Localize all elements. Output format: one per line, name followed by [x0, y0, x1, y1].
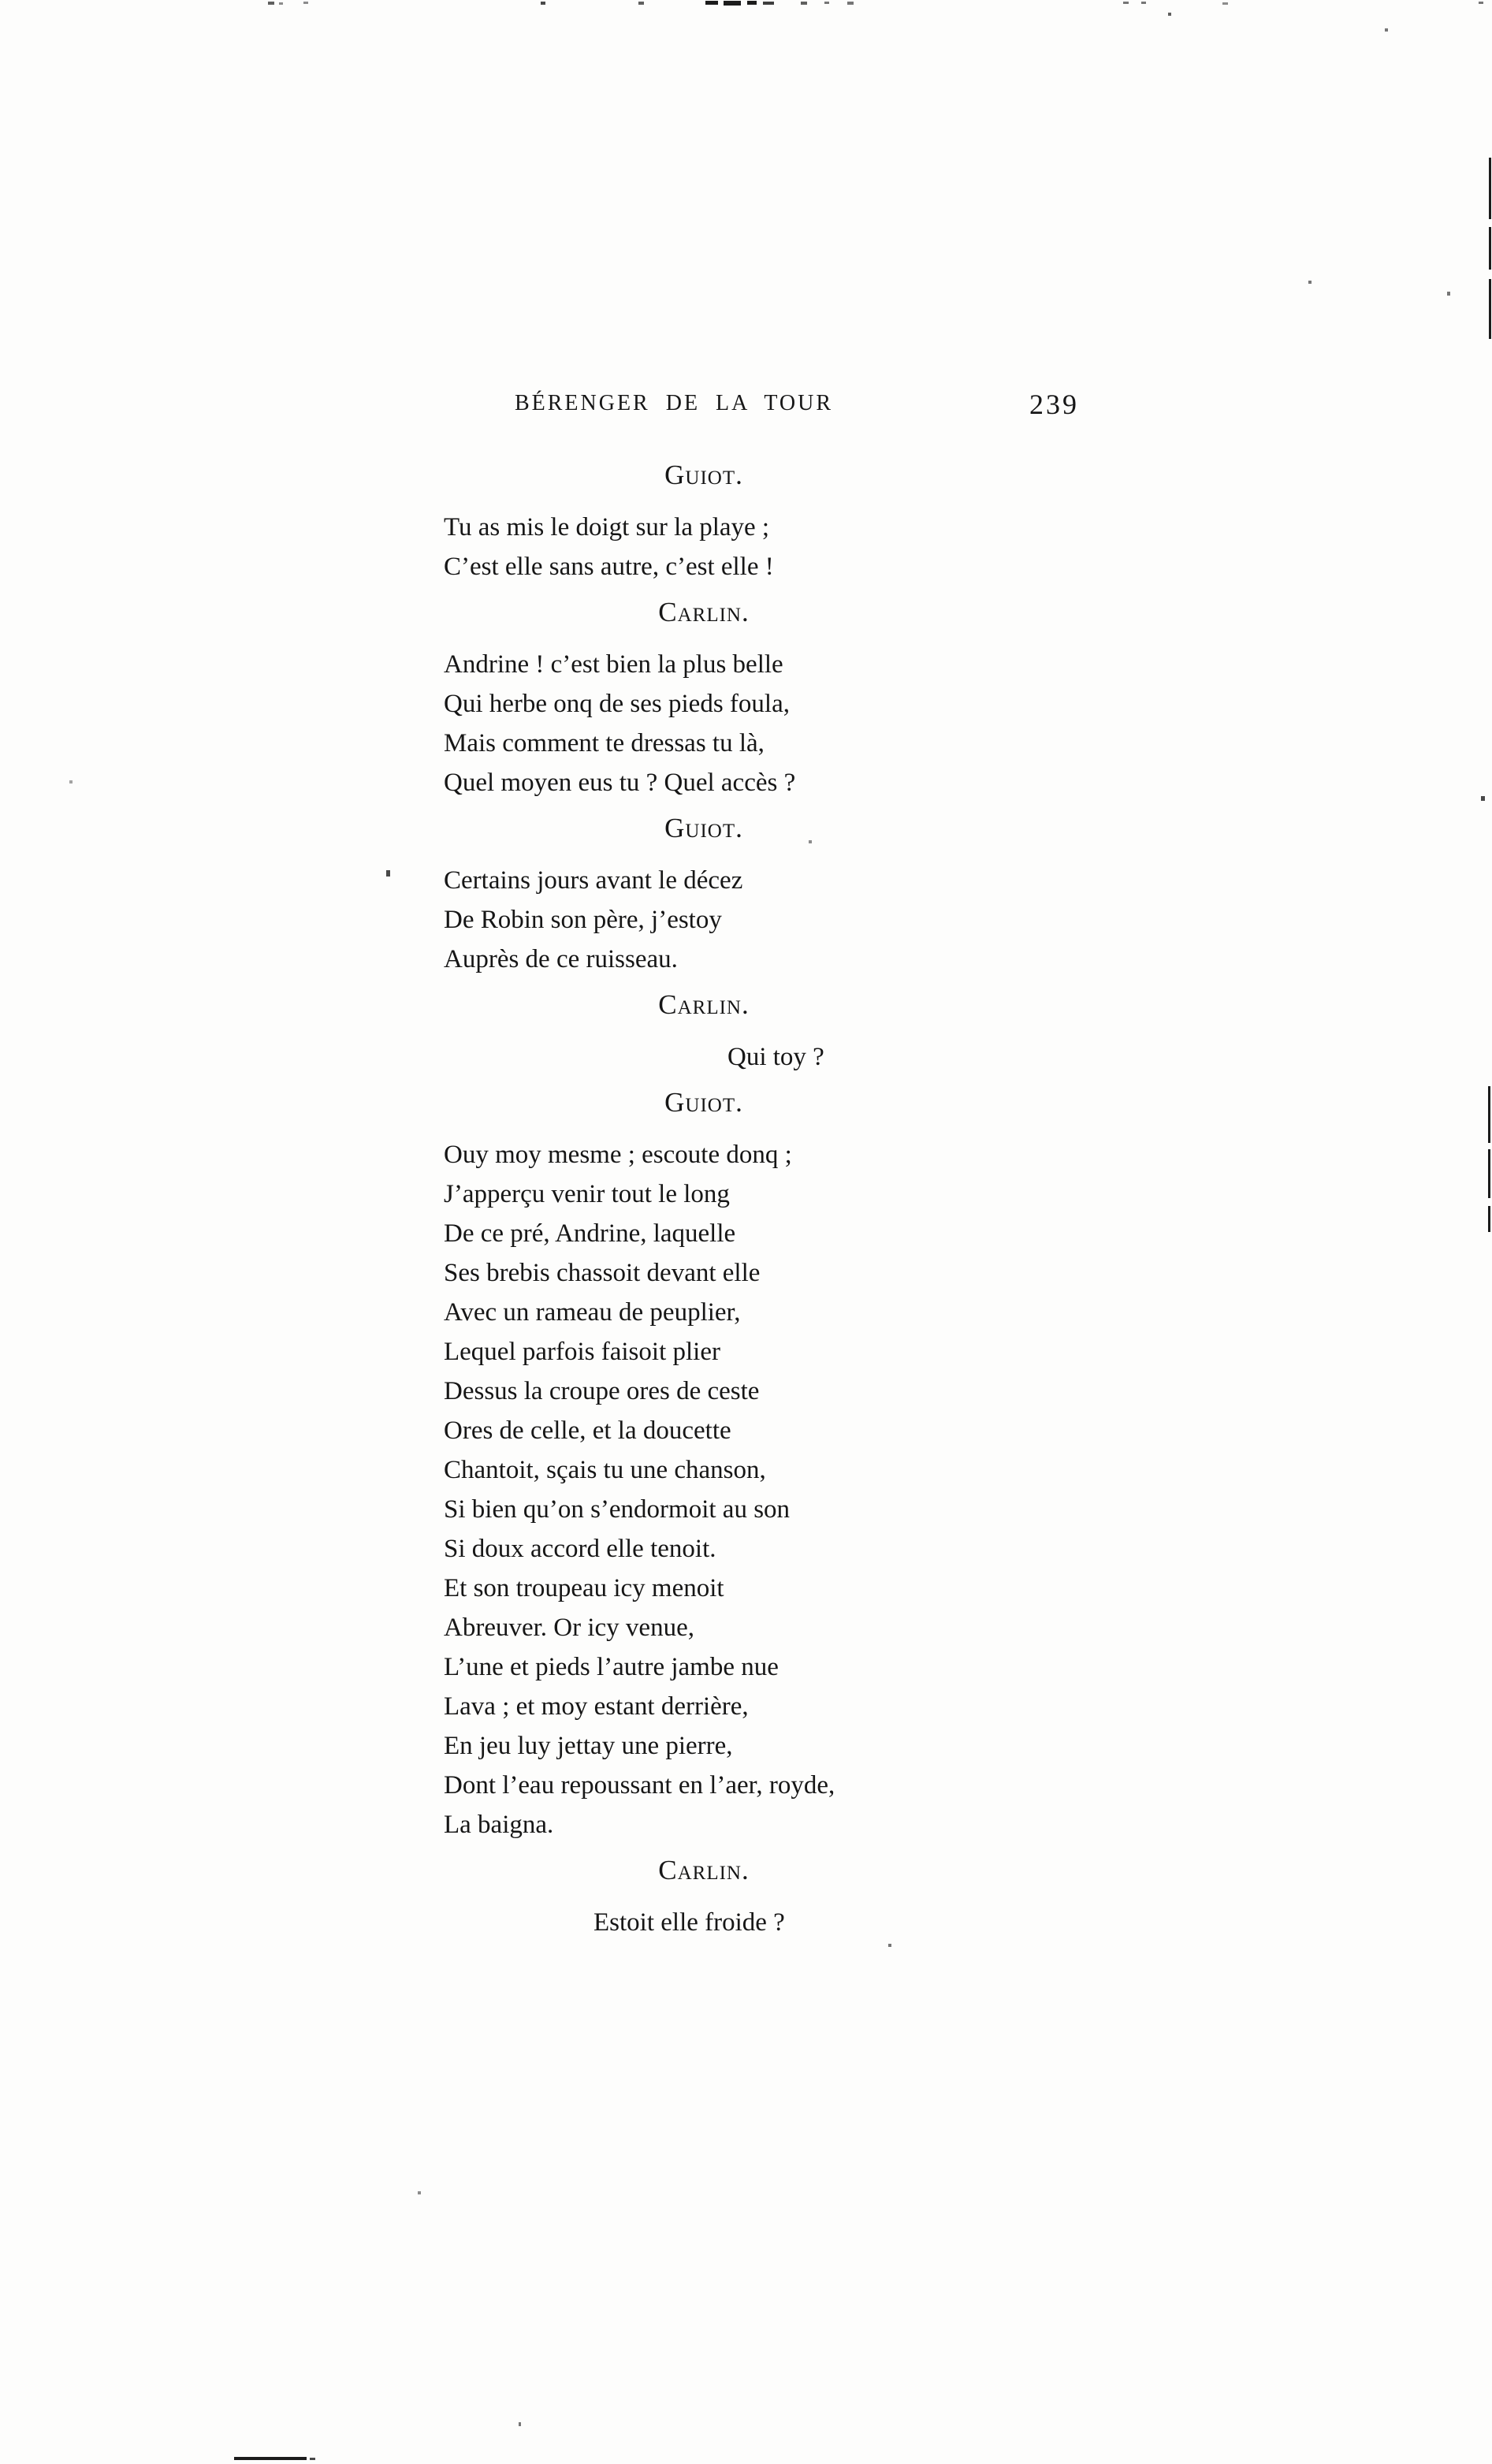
scan-speckle — [1123, 2, 1129, 4]
verse-line: Chantoit, sçais tu une chanson, — [444, 1456, 766, 1484]
verse-line: C’est elle sans autre, c’est elle ! — [444, 553, 774, 581]
speaker-name: Guiot. — [664, 460, 743, 490]
scan-speckle — [1385, 28, 1388, 32]
scan-speckle — [1479, 2, 1483, 4]
bottom-edge-line — [310, 2458, 315, 2460]
scan-speckle — [888, 1944, 891, 1947]
verse-line: Et son troupeau icy menoit — [444, 1574, 724, 1602]
verse-line: Lequel parfois faisoit plier — [444, 1338, 720, 1366]
verse-line: Dont l’eau repoussant en l’aer, royde, — [444, 1771, 835, 1800]
scan-speckle — [303, 2, 308, 4]
verse-line: Mais comment te dressas tu là, — [444, 729, 765, 757]
speaker-name: Guiot. — [664, 813, 743, 843]
verse-line: Avec un rameau de peuplier, — [444, 1298, 741, 1327]
page-number: 239 — [1029, 389, 1079, 420]
scan-speckle — [1141, 2, 1146, 4]
verse-line: Ores de celle, et la doucette — [444, 1416, 731, 1445]
scan-speckle — [541, 2, 545, 5]
right-edge-line — [1488, 1086, 1490, 1143]
right-edge-line — [1489, 279, 1491, 339]
verse-line: Auprès de ce ruisseau. — [444, 945, 678, 973]
right-edge-line — [1488, 1149, 1490, 1198]
verse-line: En jeu luy jettay une pierre, — [444, 1732, 733, 1760]
scan-speckle — [386, 870, 390, 877]
verse-line: Dessus la croupe ores de ceste — [444, 1377, 760, 1405]
scan-speckle — [1222, 2, 1228, 5]
scan-speckle — [268, 2, 274, 5]
verse-line: Ouy moy mesme ; escoute donq ; — [444, 1141, 792, 1169]
dialogue — [444, 449, 964, 1942]
verse-line: J’apperçu venir tout le long — [444, 1180, 730, 1208]
scan-speckle — [418, 2191, 421, 2194]
scan-speckle — [1308, 281, 1312, 284]
scan-speckle — [1168, 13, 1171, 16]
verse-line: Qui herbe onq de ses pieds foula, — [444, 690, 790, 718]
scan-speckle — [809, 840, 812, 843]
speaker-name: Carlin. — [658, 989, 750, 1020]
scan-speckle — [1481, 796, 1485, 801]
right-edge-line — [1488, 1206, 1490, 1232]
verse-line: L’une et pieds l’autre jambe nue — [444, 1653, 779, 1681]
right-edge-line — [1489, 227, 1491, 270]
scan-speckle — [763, 2, 774, 5]
verse-line: Abreuver. Or icy venue, — [444, 1614, 694, 1642]
verse-line: La baigna. — [444, 1811, 554, 1839]
verse-line: Tu as mis le doigt sur la playe ; — [444, 513, 770, 542]
verse-line: De Robin son père, j’estoy — [444, 906, 722, 934]
verse-line: Andrine ! c’est bien la plus belle — [444, 650, 783, 679]
bottom-edge-line — [234, 2457, 307, 2460]
right-edge-line — [1489, 158, 1491, 219]
verse-line: Certains jours avant le décez — [444, 866, 743, 895]
scan-speckle — [824, 2, 829, 4]
verse-line: Estoit elle froide ? — [593, 1908, 785, 1937]
scan-speckle — [638, 2, 644, 5]
scan-speckle — [801, 2, 807, 5]
scan-speckle — [69, 780, 73, 783]
scan-speckle — [724, 1, 741, 6]
verse-line: Qui toy ? — [727, 1043, 824, 1071]
verse-line: Si bien qu’on s’endormoit au son — [444, 1495, 791, 1524]
verse-line: Quel moyen eus tu ? Quel accès ? — [444, 769, 796, 797]
verse-line: De ce pré, Andrine, laquelle — [444, 1219, 736, 1248]
scan-speckle — [279, 2, 283, 5]
scan-speckle — [847, 2, 854, 5]
verse-line: Lava ; et moy estant derrière, — [444, 1692, 749, 1721]
verse-line: Ses brebis chassoit devant elle — [444, 1259, 761, 1287]
verse-line: Si doux accord elle tenoit. — [444, 1535, 716, 1563]
speaker-name: Carlin. — [658, 597, 750, 627]
scan-speckle — [519, 2422, 521, 2426]
running-head-title: BÉRENGER DE LA TOUR — [514, 391, 834, 415]
speaker-name: Carlin. — [658, 1855, 750, 1885]
scan-speckle — [705, 1, 718, 5]
scan-speckle — [747, 1, 757, 5]
speaker-name: Guiot. — [664, 1087, 743, 1118]
scan-speckle — [1447, 292, 1450, 296]
